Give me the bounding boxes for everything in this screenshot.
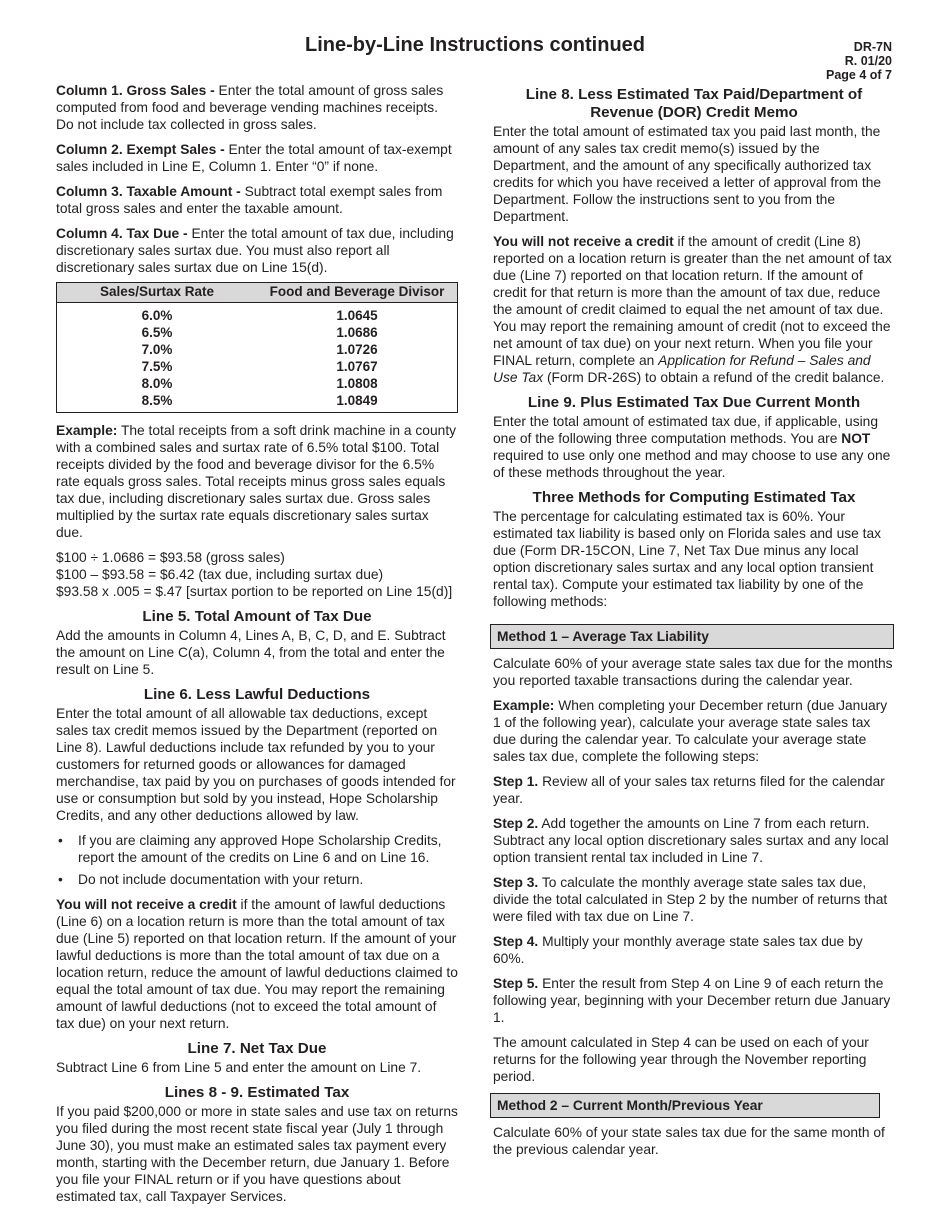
calc-line: $100 – $93.58 = $6.42 (tax due, including surtax due) — [56, 567, 384, 582]
calc-line: $100 ÷ 1.0686 = $93.58 (gross sales) — [56, 550, 285, 565]
line7-heading: Line 7. Net Tax Due — [187, 1040, 327, 1057]
list-item: • Do not include documentation with your return. — [58, 872, 364, 887]
table-row: 8.5% 1.0849 — [141, 393, 378, 408]
table-row: 6.5% 1.0686 — [141, 325, 378, 340]
step-3: Step 3. To calculate the monthly average state sales tax due, divide the total calculated in Step 2 by the number of returns that were filed with tax due on Line 7. — [493, 875, 888, 924]
example-calculations — [56, 549, 458, 600]
line8-heading: Line 8. Less Estimated Tax Paid/Department of Revenue (DOR) Credit Memo — [525, 86, 863, 121]
table-header: Food and Beverage Divisor — [257, 283, 458, 303]
form-identifier — [826, 40, 892, 82]
step4-note: The amount calculated in Step 4 can be used on each of your returns for the following year through the November reporting period. — [493, 1035, 869, 1084]
line5-text: Add the amounts in Column 4, Lines A, B, C, D, and E. Subtract the amount on Line C(a), Column 4, from the total and enter the result on Line 5. — [56, 628, 446, 677]
column2-instruction: Column 2. Exempt Sales - Enter the total amount of tax-exempt sales included in Line E, Column 1. Enter “0” if none. — [56, 142, 452, 174]
right-column — [493, 86, 895, 1166]
left-column — [56, 82, 458, 1213]
column3-instruction: Column 3. Taxable Amount - Subtract total exempt sales from total gross sales and enter the taxable amount. — [56, 184, 443, 216]
method1-text: Calculate 60% of your average state sales tax due for the months you reported taxable transactions during the calendar year. — [493, 656, 893, 688]
method2-text: Calculate 60% of your state sales tax due for the same month of the previous calendar year. — [493, 1125, 885, 1157]
table-row: 6.0% 1.0645 — [141, 308, 378, 323]
line6-text: Enter the total amount of all allowable tax deductions, except sales tax credit memos issued by the Department (reported on Line 8). Lawful deductions include tax refunded by you to your customers for returned goods or allowances for damaged merchandise, tax paid by you on purchases of goods intended for use or consumption but sold by you instead, Hope Scholarship Credits, and any other deductions allowed by law. — [56, 706, 456, 823]
line7-text: Subtract Line 6 from Line 5 and enter the amount on Line 7. — [56, 1060, 422, 1075]
page-number: Page 4 of 7 — [826, 68, 892, 82]
calc-line: $93.58 x .005 = $.47 [surtax portion to be reported on Line 15(d)] — [56, 584, 453, 599]
step-2: Step 2. Add together the amounts on Line 7 from each return. Subtract any local option discretionary sales surtax and any local option transient rental tax included in Line 7. — [493, 816, 889, 865]
line8-9-text: If you paid $200,000 or more in state sales and use tax on returns you filed during the most recent state fiscal year (July 1 through June 30), you must make an estimated sales tax payment every month, starting with the December return, due January 1. Before you file your FINAL return or if you have questions about estimated tax, call Taxpayer Services. — [56, 1104, 458, 1204]
rate-divisor-table — [56, 282, 458, 413]
form-revision: R. 01/20 — [844, 54, 892, 68]
three-methods-heading: Three Methods for Computing Estimated Tax — [532, 489, 856, 506]
method1-example: Example: When completing your December return (due January 1 of the following year), calculate your average state sales tax due during the calendar year. To calculate your average state sales tax due, complete the following steps: — [493, 698, 888, 764]
list-item: • If you are claiming any approved Hope Scholarship Credits, report the amount of the credits on Line 6 and on Line 16. — [58, 833, 442, 865]
table-row: 8.0% 1.0808 — [141, 376, 378, 391]
line8-9-heading: Lines 8 - 9. Estimated Tax — [164, 1084, 350, 1101]
line6-bullets — [56, 832, 458, 888]
bullet-icon: • — [58, 872, 63, 887]
line9-text: Enter the total amount of estimated tax due, if applicable, using one of the following three computation methods. You are NOT required to use only one method and may choose to use any one of these methods throughout the year. — [493, 414, 891, 480]
step-4: Step 4. Multiply your monthly average state sales tax due by 60%. — [493, 934, 863, 966]
table-row: 7.5% 1.0767 — [141, 359, 378, 374]
line9-heading: Line 9. Plus Estimated Tax Due Current Month — [527, 394, 861, 411]
line5-heading: Line 5. Total Amount of Tax Due — [142, 608, 372, 625]
line6-heading: Line 6. Less Lawful Deductions — [143, 686, 371, 703]
column1-instruction: Column 1. Gross Sales - Enter the total amount of gross sales computed from food and beverage vending machines receipts. Do not include tax collected in gross sales. — [56, 83, 444, 132]
method1-title: Method 1 – Average Tax Liability — [490, 624, 894, 649]
method2-title: Method 2 – Current Month/Previous Year — [490, 1093, 880, 1118]
step-1: Step 1. Review all of your sales tax returns filed for the calendar year. — [493, 774, 885, 806]
page-title: Line-by-Line Instructions continued — [305, 34, 645, 56]
table-row: 7.0% 1.0726 — [141, 342, 378, 357]
form-number: DR-7N — [853, 40, 892, 54]
bullet-icon: • — [58, 833, 63, 848]
step-5: Step 5. Enter the result from Step 4 on Line 9 of each return the following year, beginning with your December return due January 1. — [493, 976, 891, 1025]
column4-instruction: Column 4. Tax Due - Enter the total amount of tax due, including discretionary sales surtax due. You must also report all discretionary sales surtax due on Line 15(d). — [56, 226, 454, 275]
line8-text: Enter the total amount of estimated tax you paid last month, the amount of any sales tax credit memo(s) issued by the Department, and the amount of any specifically authorized tax credits for which you have received a letter of approval from the Department. Follow the instructions sent to you from the Department. — [493, 124, 882, 224]
table-header: Sales/Surtax Rate — [57, 283, 258, 303]
line8-no-credit: You will not receive a credit if the amount of credit (Line 8) reported on a location return is greater than the net amount of tax due (Line 7) reported on that location return. If the amount of credit for that return is more than the amount of tax due, reduce the amount of credit claimed to equal the net amount of tax due. You may report the remaining amount of credit (not to exceed the net amount of tax due) on your next return. When you file your FINAL return, complete an Application for Refund – Sales and Use Tax (Form DR-26S) to obtain a refund of the credit balance. — [493, 234, 892, 385]
example-paragraph: Example: The total receipts from a soft drink machine in a county with a combined sales and surtax rate of 6.5% total $100. Total receipts divided by the food and beverage divisor for the 6.5% rate equals gross sales. Total receipts minus gross sales equals tax due, including discretionary sales surtax due. Gross sales multiplied by the surtax rate equals discretionary sales surtax due. — [56, 423, 457, 540]
line6-no-credit: You will not receive a credit if the amount of lawful deductions (Line 6) on a location return is more than the total amount of tax due (Line 5) reported on that location return. If the amount of your lawful deductions is more than the total amount of tax due on a location return, reduce the amount of lawful deductions claimed to equal the total amount of tax due. You may report the remaining amount of lawful deductions (not to exceed the total amount of tax due) on your next return. — [56, 897, 458, 1031]
three-methods-text: The percentage for calculating estimated tax is 60%. Your estimated tax liability is based only on Florida sales and use tax due (Form DR-15CON, Line 7, Net Tax Due minus any local option discretionary sales surtax and any local option transient rental tax). Compute your estimated tax liability by one of the following methods: — [493, 509, 882, 609]
